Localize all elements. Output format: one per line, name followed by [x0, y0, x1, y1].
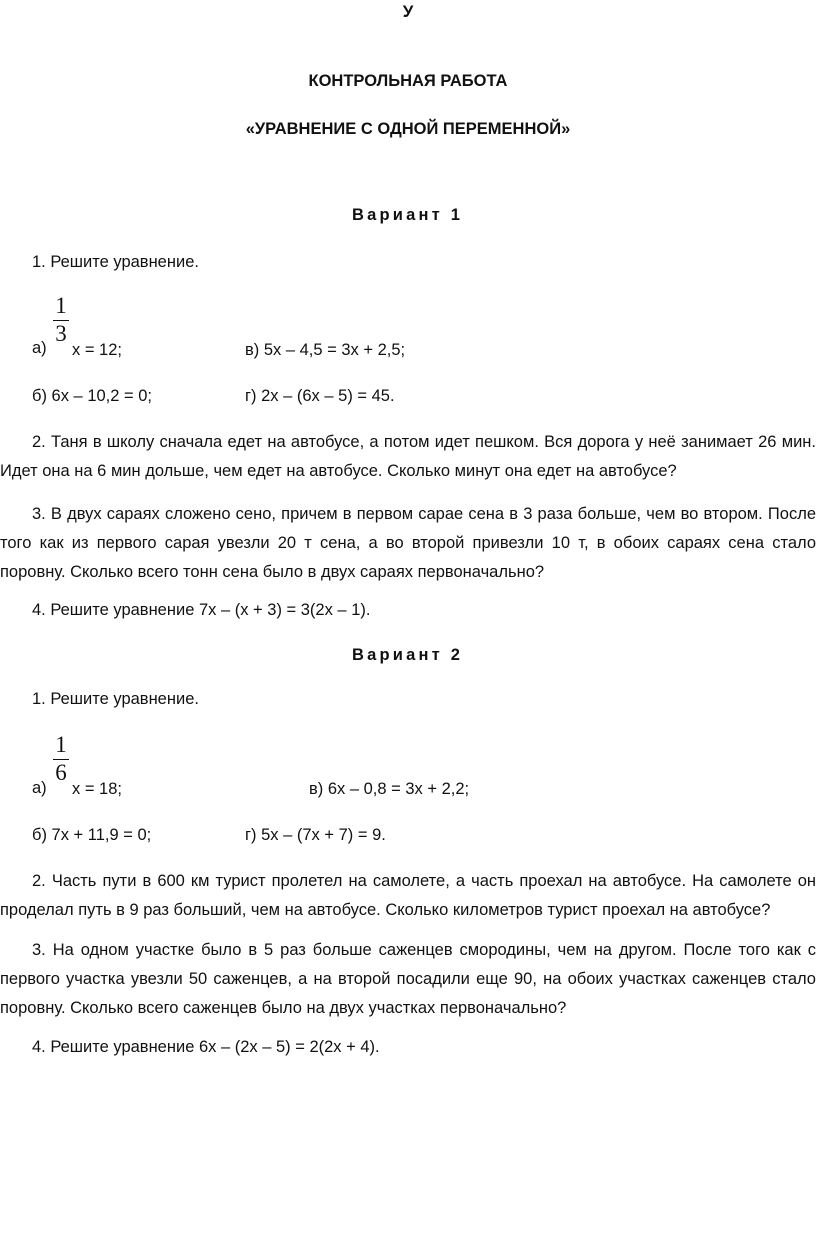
page-title: КОНТРОЛЬНАЯ РАБОТА [308, 72, 508, 90]
task-1g-equation: 2x – (6x – 5) = 45. [261, 387, 395, 405]
task-1v [245, 341, 405, 360]
task-1g-label: г) [245, 387, 257, 405]
fraction-denominator: 6 [55, 760, 67, 785]
task-1b-label: б) [32, 387, 47, 405]
fraction-numerator: 1 [55, 293, 67, 318]
task-1-prompt: 1. Решите уравнение. [32, 253, 199, 271]
task-1g-label: г) [245, 826, 257, 844]
fraction-denominator: 3 [55, 321, 67, 346]
task-3-text: 3. На одном участке было в 5 раз больше саженцев смородины, чем на другом. После того как с первого участка увезли 50 саженцев, а на второй посадили еще 90, на обоих участках саженцев стало поровну. Сколько всего саженцев было на двух участках первоначально? [0, 941, 816, 1017]
fraction-one-third [52, 294, 70, 346]
task-1b-equation: 6x – 10,2 = 0; [51, 387, 152, 405]
fraction-numerator: 1 [55, 732, 67, 757]
task-1v-equation: 5x – 4,5 = 3x + 2,5; [263, 341, 406, 359]
fraction-one-sixth [52, 733, 70, 785]
task-3-text: 3. В двух сараях сложено сено, причем в первом сарае сена в 3 раза больше, чем во втором. После того как из первого сарая увезли 20 т сена, а во второй привезли 10 т, в обоих сараях сена стало поровну. Сколько всего тонн сена было в двух сараях первоначально? [0, 505, 816, 581]
task-1v [309, 780, 469, 799]
task-1g-equation: 5x – (7x + 7) = 9. [261, 826, 386, 844]
variant-heading: Вариант 1 [352, 206, 464, 224]
task-1a-label: а) [32, 779, 47, 797]
task-1v-label: в) [309, 780, 324, 798]
task-1b [32, 387, 152, 406]
task-1a-equation: x = 12; [72, 341, 122, 359]
task-2-text: 2. Таня в школу сначала едет на автобусе, а потом идет пешком. Вся дорога у неё занимает 26 мин. Идет она на 6 мин дольше, чем едет на автобусе. Сколько минут она едет на автобусе? [0, 433, 816, 480]
task-1b-label: б) [32, 826, 47, 844]
task-4-text: 4. Решите уравнение 6x – (2x – 5) = 2(2x + 4). [32, 1038, 380, 1056]
task-2-text: 2. Часть пути в 600 км турист пролетел на самолете, а часть проехал на автобусе. На самолете он проделал путь в 9 раз больший, чем на автобусе. Сколько километров турист проехал на автобусе? [0, 872, 816, 919]
task-1v-equation: 6x – 0,8 = 3x + 2,2; [327, 780, 470, 798]
task-1g [245, 387, 395, 406]
task-1a-equation: x = 18; [72, 780, 122, 798]
page-subtitle: «УРАВНЕНИЕ С ОДНОЙ ПЕРЕМЕННОЙ» [245, 120, 571, 138]
variant-heading: Вариант 2 [352, 646, 464, 664]
task-1a-label: а) [32, 339, 47, 357]
task-4-text: 4. Решите уравнение 7x – (x + 3) = 3(2x – 1). [32, 601, 371, 619]
task-1g [245, 826, 386, 845]
task-1-prompt: 1. Решите уравнение. [32, 690, 199, 708]
task-1b [32, 826, 151, 845]
task-1b-equation: 7x + 11,9 = 0; [51, 826, 152, 844]
task-1v-label: в) [245, 341, 260, 359]
top-letter: У [402, 2, 414, 21]
